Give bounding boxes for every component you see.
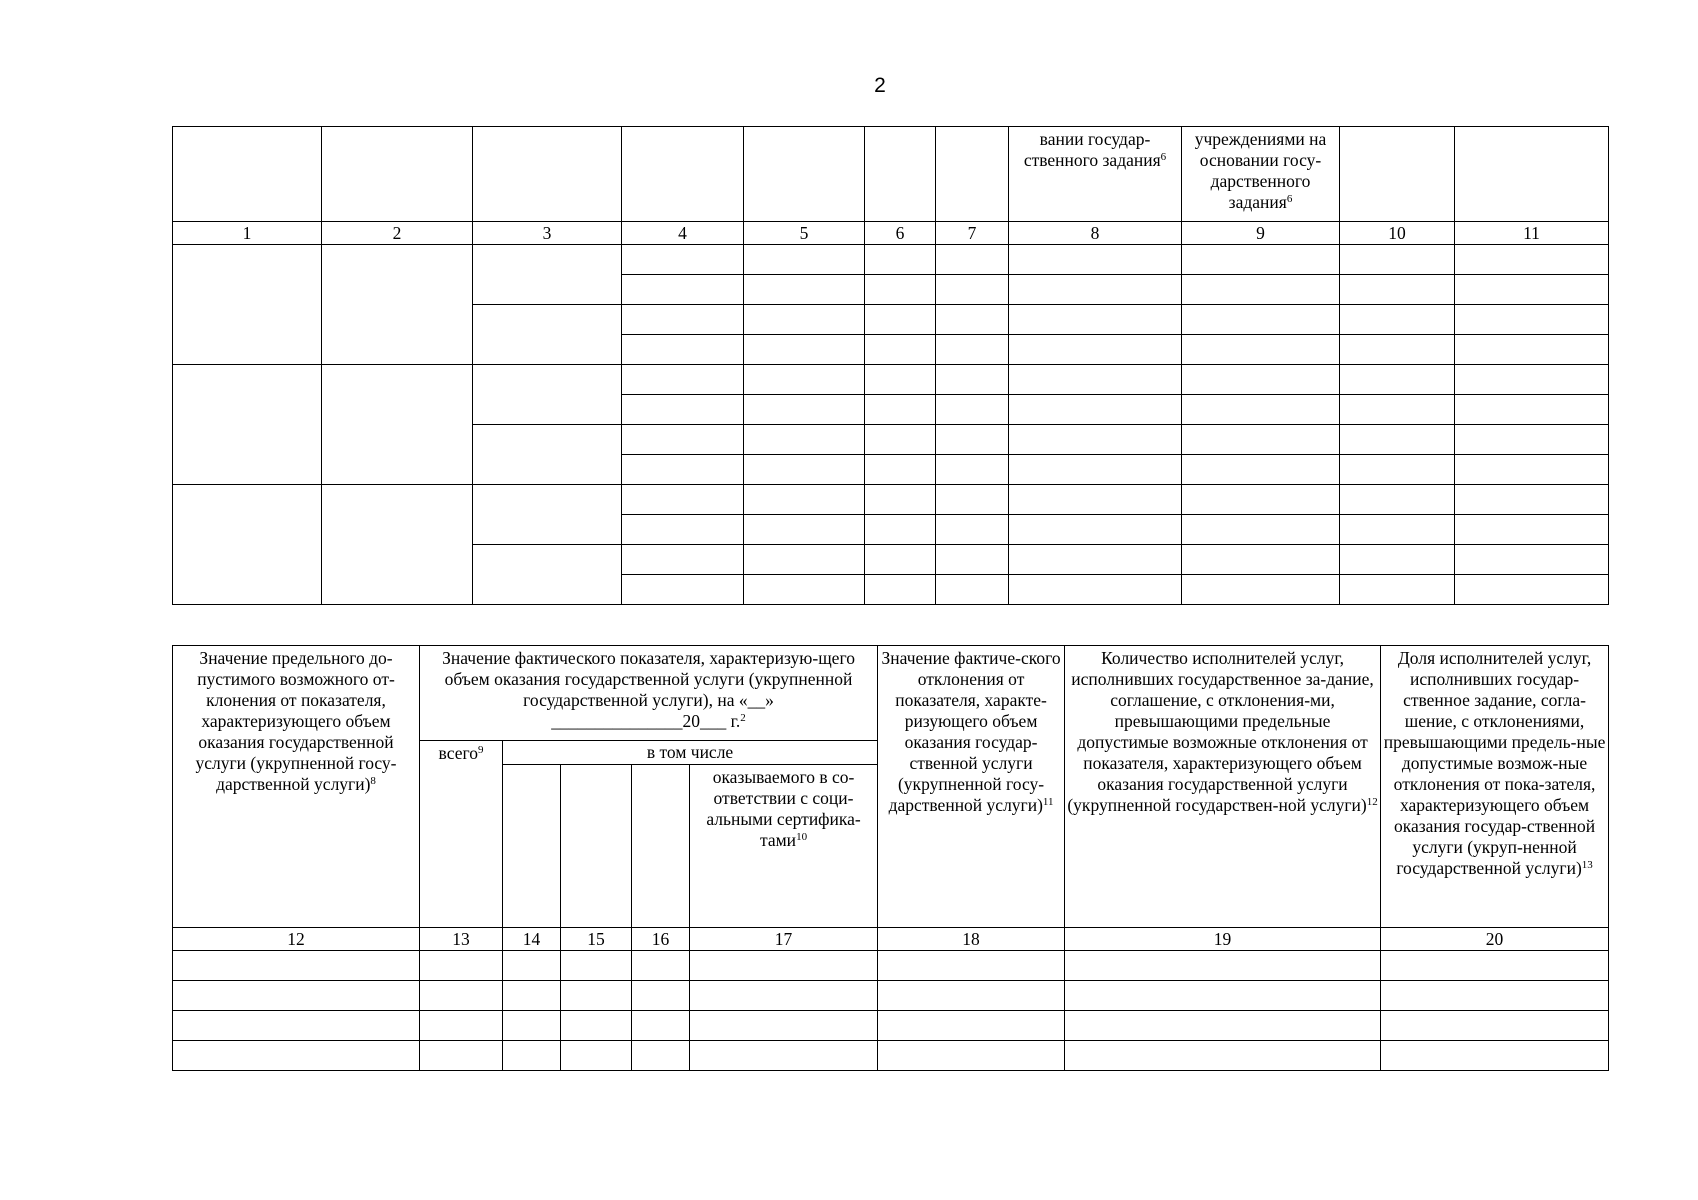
data-cell <box>622 305 744 335</box>
data-cell <box>632 1011 690 1041</box>
header-col-18 <box>878 646 1065 928</box>
bottom-table <box>172 645 1609 1071</box>
data-cell <box>744 455 865 485</box>
data-cell <box>744 545 865 575</box>
header-col-13 <box>420 741 503 928</box>
col-num-3: 3 <box>473 222 622 245</box>
data-cell <box>622 545 744 575</box>
col-num-14: 14 <box>503 928 561 951</box>
footnote-8: 8 <box>370 775 376 787</box>
data-cell <box>878 1011 1065 1041</box>
data-cell <box>1455 515 1609 545</box>
col-num-5: 5 <box>744 222 865 245</box>
data-cell <box>1009 425 1182 455</box>
data-cell <box>936 395 1009 425</box>
data-cell <box>420 981 503 1011</box>
report-date: _______________20___ г. <box>551 711 741 731</box>
data-cell <box>936 365 1009 395</box>
subgroup-cell-col3 <box>473 545 622 605</box>
subgroup-cell-col3 <box>473 365 622 425</box>
bottom-column-numbers <box>173 928 1609 951</box>
header-col-13-17 <box>420 646 878 741</box>
data-cell <box>503 1011 561 1041</box>
footnote-6b: 6 <box>1286 193 1293 205</box>
data-cell <box>1182 395 1340 425</box>
data-cell <box>865 305 936 335</box>
header-col-14-17-text: в том числе <box>646 742 734 762</box>
footnote-13: 13 <box>1581 859 1593 871</box>
data-cell <box>1182 515 1340 545</box>
data-cell <box>1182 245 1340 275</box>
data-cell <box>744 365 865 395</box>
header-col-13-17-text: Значение фактического показателя, характеризую-щего объем оказания государственной услуги (укрупненной государственной услуги), на «__» <box>442 648 855 710</box>
col-num-11: 11 <box>1455 222 1609 245</box>
page-number: 2 <box>874 74 886 97</box>
header-col-16 <box>632 765 690 928</box>
top-header-cell-3 <box>473 127 622 222</box>
data-cell <box>1009 545 1182 575</box>
data-cell <box>744 575 865 605</box>
data-cell <box>936 305 1009 335</box>
data-cell <box>1009 305 1182 335</box>
data-cell <box>1065 1041 1381 1071</box>
data-cell <box>744 485 865 515</box>
data-cell <box>1340 365 1455 395</box>
header-col-12-text: Значение предельного до-пустимого возможного от-клонения от показателя, характеризующего объем оказания государственной услуги (укрупненной госу-дарственной услуги) <box>195 648 397 794</box>
top-table <box>172 126 1609 605</box>
top-header-cell-10 <box>1340 127 1455 222</box>
top-header-row <box>173 127 1609 222</box>
top-header-8-text: вании государ-ственного задания <box>1023 129 1161 170</box>
data-cell <box>744 395 865 425</box>
col-num-18: 18 <box>878 928 1065 951</box>
col-num-2: 2 <box>322 222 473 245</box>
data-cell <box>690 981 878 1011</box>
subgroup-cell-col3 <box>473 485 622 545</box>
bottom-body-row <box>173 981 1609 1011</box>
data-cell <box>1455 545 1609 575</box>
top-column-numbers <box>173 222 1609 245</box>
data-cell <box>1009 485 1182 515</box>
footnote-12: 12 <box>1366 796 1378 808</box>
header-col-14-17 <box>503 741 878 765</box>
col-num-15: 15 <box>561 928 632 951</box>
data-cell <box>503 981 561 1011</box>
data-cell <box>865 575 936 605</box>
data-cell <box>1065 951 1381 981</box>
data-cell <box>744 335 865 365</box>
data-cell <box>1340 305 1455 335</box>
data-cell <box>878 1041 1065 1071</box>
footnote-2: 2 <box>740 712 746 724</box>
data-cell <box>1455 275 1609 305</box>
subgroup-cell-col3 <box>473 425 622 485</box>
subgroup-cell-col3 <box>473 305 622 365</box>
data-cell <box>622 425 744 455</box>
header-col-19 <box>1065 646 1381 928</box>
col-num-7: 7 <box>936 222 1009 245</box>
data-cell <box>865 425 936 455</box>
data-cell <box>936 485 1009 515</box>
data-cell <box>622 365 744 395</box>
data-cell <box>1455 305 1609 335</box>
data-cell <box>173 1011 420 1041</box>
top-header-cell-7 <box>936 127 1009 222</box>
data-cell <box>936 335 1009 365</box>
data-cell <box>865 485 936 515</box>
header-col-17 <box>690 765 878 928</box>
data-cell <box>865 395 936 425</box>
data-cell <box>936 245 1009 275</box>
bottom-header-row-1 <box>173 646 1609 741</box>
data-cell <box>1455 485 1609 515</box>
data-cell <box>561 1011 632 1041</box>
data-cell <box>936 515 1009 545</box>
data-cell <box>1455 335 1609 365</box>
data-cell <box>744 425 865 455</box>
bottom-body-row <box>173 1011 1609 1041</box>
data-cell <box>1455 455 1609 485</box>
subgroup-cell-col3 <box>473 245 622 305</box>
data-cell <box>690 951 878 981</box>
data-cell <box>936 425 1009 455</box>
data-cell <box>744 245 865 275</box>
data-cell <box>1182 275 1340 305</box>
data-cell <box>1340 515 1455 545</box>
data-cell <box>1340 245 1455 275</box>
data-cell <box>1009 365 1182 395</box>
data-cell <box>1455 575 1609 605</box>
data-cell <box>622 515 744 545</box>
data-cell <box>1340 485 1455 515</box>
top-header-cell-6 <box>865 127 936 222</box>
group-cell-col2 <box>322 365 473 485</box>
header-col-20-text: Доля исполнителей услуг, исполнивших государ-ственное задание, согла-шение, с отклонениями, превышающими предель-ные допустимые возмож-ные отклонения от пока-зателя, характеризующего объем оказания государ-ственной услуги (укруп-ненной государственной услуги) <box>1383 648 1606 878</box>
data-cell <box>503 951 561 981</box>
data-cell <box>561 1041 632 1071</box>
footnote-6a: 6 <box>1160 151 1167 163</box>
data-cell <box>936 275 1009 305</box>
data-cell <box>865 365 936 395</box>
data-cell <box>622 275 744 305</box>
data-cell <box>1182 485 1340 515</box>
data-cell <box>622 575 744 605</box>
col-num-6: 6 <box>865 222 936 245</box>
data-cell <box>936 575 1009 605</box>
bottom-body-row <box>173 1041 1609 1071</box>
data-cell <box>1182 365 1340 395</box>
data-cell <box>420 1011 503 1041</box>
data-cell <box>936 455 1009 485</box>
data-cell <box>1455 425 1609 455</box>
data-cell <box>865 245 936 275</box>
data-cell <box>622 455 744 485</box>
data-cell <box>1182 455 1340 485</box>
data-cell <box>1340 275 1455 305</box>
data-cell <box>1182 575 1340 605</box>
header-col-13-text: всего <box>438 743 478 763</box>
data-cell <box>173 1041 420 1071</box>
bottom-body-row <box>173 951 1609 981</box>
data-cell <box>1182 305 1340 335</box>
data-cell <box>744 305 865 335</box>
col-num-17: 17 <box>690 928 878 951</box>
data-cell <box>936 545 1009 575</box>
data-cell <box>622 395 744 425</box>
data-cell <box>744 515 865 545</box>
data-cell <box>1182 335 1340 365</box>
data-cell <box>1065 981 1381 1011</box>
group-cell-col2 <box>322 485 473 605</box>
data-cell <box>878 981 1065 1011</box>
top-body-row <box>173 365 1609 395</box>
data-cell <box>1065 1011 1381 1041</box>
col-num-19: 19 <box>1065 928 1381 951</box>
col-num-10: 10 <box>1340 222 1455 245</box>
top-body-row <box>173 485 1609 515</box>
col-num-20: 20 <box>1381 928 1609 951</box>
data-cell <box>1009 455 1182 485</box>
data-cell <box>1381 951 1609 981</box>
data-cell <box>1381 1041 1609 1071</box>
header-col-20 <box>1381 646 1609 928</box>
group-cell-col1 <box>173 485 322 605</box>
header-col-19-text: Количество исполнителей услуг, исполнивших государственное за-дание, соглашение, с отклонения-ми, превышающими предельные допустимые возможные отклонения от показателя, характеризующего объем оказания государственной услуги (укрупненной государствен-ной услуги) <box>1067 648 1374 815</box>
data-cell <box>1009 575 1182 605</box>
data-cell <box>865 275 936 305</box>
data-cell <box>622 245 744 275</box>
data-cell <box>1009 515 1182 545</box>
data-cell <box>503 1041 561 1071</box>
top-header-cell-8 <box>1009 127 1182 222</box>
data-cell <box>865 515 936 545</box>
top-header-cell-5 <box>744 127 865 222</box>
header-col-14 <box>503 765 561 928</box>
data-cell <box>632 1041 690 1071</box>
data-cell <box>1182 545 1340 575</box>
col-num-8: 8 <box>1009 222 1182 245</box>
data-cell <box>1340 545 1455 575</box>
footnote-9: 9 <box>477 744 484 756</box>
data-cell <box>1455 245 1609 275</box>
header-col-15 <box>561 765 632 928</box>
col-num-13: 13 <box>420 928 503 951</box>
data-cell <box>1455 395 1609 425</box>
top-header-cell-9 <box>1182 127 1340 222</box>
data-cell <box>173 951 420 981</box>
header-col-12 <box>173 646 420 928</box>
data-cell <box>1340 335 1455 365</box>
data-cell <box>1455 365 1609 395</box>
data-cell <box>561 951 632 981</box>
data-cell <box>1340 455 1455 485</box>
top-header-cell-1 <box>173 127 322 222</box>
data-cell <box>420 951 503 981</box>
col-num-16: 16 <box>632 928 690 951</box>
col-num-4: 4 <box>622 222 744 245</box>
data-cell <box>1009 275 1182 305</box>
data-cell <box>865 455 936 485</box>
data-cell <box>622 485 744 515</box>
top-header-cell-2 <box>322 127 473 222</box>
col-num-1: 1 <box>173 222 322 245</box>
data-cell <box>1182 425 1340 455</box>
top-body-row <box>173 245 1609 275</box>
data-cell <box>878 951 1065 981</box>
footnote-11: 11 <box>1042 796 1054 808</box>
data-cell <box>622 335 744 365</box>
data-cell <box>690 1011 878 1041</box>
data-cell <box>632 981 690 1011</box>
group-cell-col2 <box>322 245 473 365</box>
data-cell <box>865 545 936 575</box>
data-cell <box>173 981 420 1011</box>
col-num-9: 9 <box>1182 222 1340 245</box>
data-cell <box>690 1041 878 1071</box>
data-cell <box>865 335 936 365</box>
group-cell-col1 <box>173 245 322 365</box>
data-cell <box>1381 981 1609 1011</box>
data-cell <box>1340 575 1455 605</box>
footnote-10: 10 <box>796 831 808 843</box>
data-cell <box>420 1041 503 1071</box>
group-cell-col1 <box>173 365 322 485</box>
data-cell <box>1009 395 1182 425</box>
data-cell <box>1009 335 1182 365</box>
data-cell <box>1009 245 1182 275</box>
col-num-12: 12 <box>173 928 420 951</box>
header-col-18-text: Значение фактиче-ского отклонения от показателя, характе-ризующего объем оказания государ-ственной услуги (укрупненной госу-дарственной услуги) <box>881 648 1061 815</box>
data-cell <box>1340 395 1455 425</box>
top-header-cell-4 <box>622 127 744 222</box>
data-cell <box>561 981 632 1011</box>
data-cell <box>1381 1011 1609 1041</box>
top-header-cell-11 <box>1455 127 1609 222</box>
header-col-17-text: оказываемого в со-ответствии с соци-альными сертифика-тами <box>706 767 861 850</box>
data-cell <box>744 275 865 305</box>
data-cell <box>1340 425 1455 455</box>
data-cell <box>632 951 690 981</box>
top-header-9-text: учреждениями на основании госу-дарственного задания <box>1194 129 1327 212</box>
